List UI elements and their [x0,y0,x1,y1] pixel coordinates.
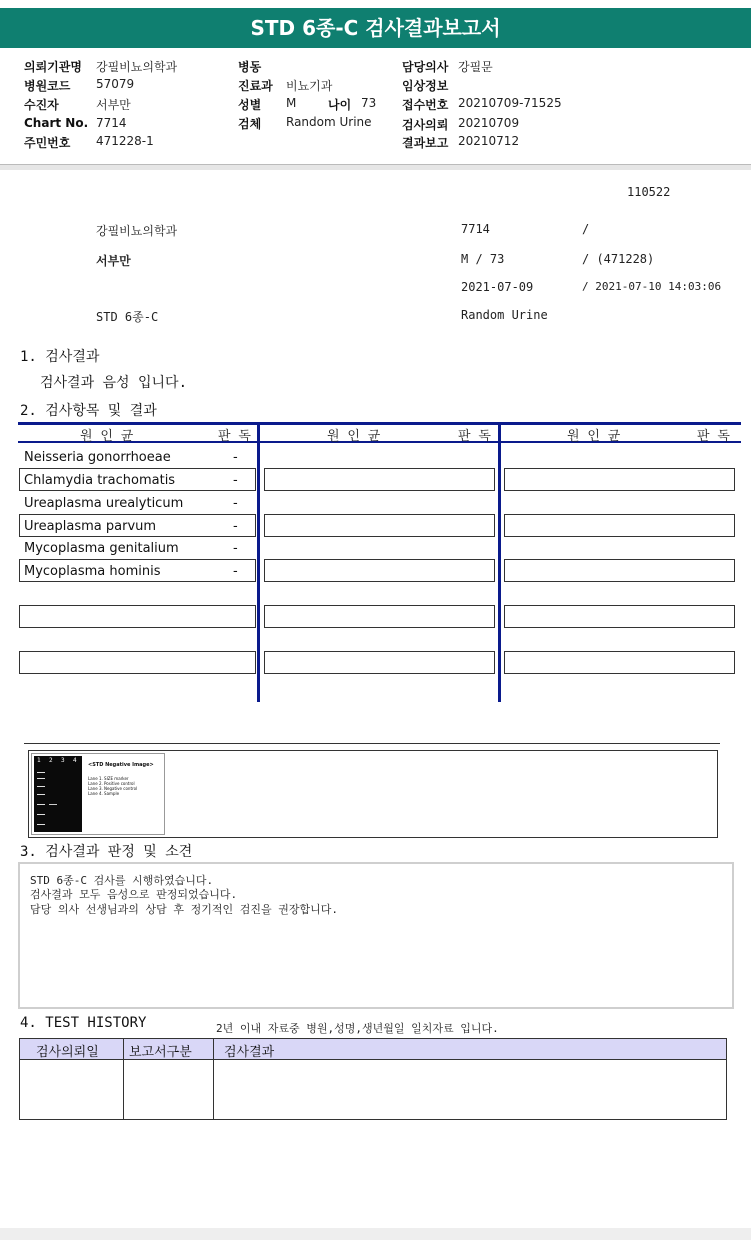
header-label: 주민번호 [24,136,71,150]
table-cell-border [264,605,495,628]
gel-photo [34,756,82,832]
history-col-divider [123,1038,124,1120]
header-label: 담당의사 [402,60,449,74]
opinion-line: STD 6종-C 검사를 시행하였습니다. [30,874,214,887]
gel-top-rule [24,743,720,744]
page-footer [0,1228,751,1240]
table-cell-border [19,605,256,628]
organism-name: Neisseria gonorrhoeae [24,450,171,465]
header-label: 수진자 [24,98,59,112]
organism-name: Mycoplasma genitalium [24,541,179,556]
organism-name: Mycoplasma hominis [24,564,161,579]
history-border [726,1060,727,1120]
report-hospital: 강필비뇨의학과 [96,224,178,238]
header-label: 의뢰기관명 [24,60,82,74]
table-cell-border [19,468,256,491]
history-border [19,1060,20,1120]
report-request-date: 2021-07-09 [461,280,534,294]
col-header-result: 판 독 [458,429,491,444]
section1-summary: 검사결과 음성 입니다. [40,375,188,391]
table-cell-border [264,559,495,582]
section1-title: 1. 검사결과 [20,349,100,365]
col-header-organism: 원 인 균 [80,429,134,444]
organism-result: - [233,450,238,465]
gel-caption [88,776,137,796]
section3-title: 3. 검사결과 판정 및 소견 [20,844,193,860]
section4-note: 2년 이내 자료중 병원,성명,생년월일 일치자료 입니다. [216,1022,499,1035]
organism-name: Ureaplasma urealyticum [24,496,184,511]
table-cell-border [504,468,735,491]
report-sex-age: M / 73 [461,252,505,266]
header-label: 성별 [238,98,262,112]
table-cell-border [264,468,495,491]
report-title: STD 6종-C 검사결과보고서 [0,8,751,48]
lane-number: 3 [61,757,65,764]
opinion-line: 담당 의사 선생님과의 상담 후 정기적인 검진을 권장합니다. [30,903,339,916]
gel-caption-line: Lane 2. Positive control [88,781,135,786]
report-specimen: Random Urine [461,308,548,322]
header-value: 7714 [96,116,127,130]
header-label: Chart No. [24,116,89,130]
organism-name: Chlamydia trachomatis [24,473,176,488]
header-separator [0,164,751,170]
header-value: 20210712 [458,134,520,148]
header-value: 20210709-71525 [458,96,562,110]
report-test-name: STD 6종-C [96,310,159,324]
table-cell-border [19,559,256,582]
col-header-organism: 원 인 균 [327,429,381,444]
table-cell-border [504,514,735,537]
lane-number: 4 [73,757,77,764]
history-border [19,1119,727,1120]
report-birth: / (471228) [582,252,655,266]
header-value: 57079 [96,77,135,91]
table-cell-border [19,651,256,674]
header-value: 서부만 [96,98,131,112]
report-datetime: / 2021-07-10 14:03:06 [582,280,722,293]
lane-number: 2 [49,757,53,764]
organism-result: - [233,496,238,511]
organism-result: - [233,541,238,556]
report-chart-no: 7714 [461,222,490,236]
col-header-result: 판 독 [697,429,730,444]
header-value: 20210709 [458,116,520,130]
table-cell-border [504,559,735,582]
organism-result: - [233,564,238,579]
header-label: 검체 [238,117,262,131]
table-cell-border [264,651,495,674]
col-header-result: 판 독 [218,429,251,444]
header-label: 검사의뢰 [402,118,449,132]
header-value: 강필비뇨의학과 [96,60,178,74]
age-label: 나이 [328,98,352,112]
header-label: 결과보고 [402,136,449,150]
report-code: 110522 [627,185,671,199]
table-cell-border [19,514,256,537]
header-value: 비뇨기과 [286,79,333,93]
header-value: M [286,96,297,110]
header-label: 병원코드 [24,79,71,93]
lane-number: 1 [37,757,41,764]
gel-caption-title: <STD Negative Image> [88,762,154,768]
table-cell-border [504,651,735,674]
table-column-divider [498,422,501,702]
header-label: 병동 [238,60,262,74]
opinion-box [18,862,734,1009]
history-col-request-date: 검사의뢰일 [36,1045,99,1060]
table-cell-border [264,514,495,537]
gel-image [31,753,165,835]
gel-caption-line: Lane 3. Negative control [88,786,138,791]
header-label: 임상정보 [402,79,449,93]
header-label: 접수번호 [402,98,449,112]
age-value: 73 [361,96,377,110]
table-column-divider [257,422,260,702]
report-slash: / [582,222,590,236]
header-value: 강필문 [458,60,493,74]
gel-caption-line: Lane 1. SIZE marker [88,776,129,781]
history-col-result: 검사결과 [224,1045,275,1060]
organism-result: - [233,519,238,534]
gel-caption-line: Lane 4. Sample [88,791,120,796]
header-value: Random Urine [286,115,372,129]
header-value: 471228-1 [96,134,154,148]
table-cell-border [504,605,735,628]
col-header-organism: 원 인 균 [567,429,621,444]
opinion-line: 검사결과 모두 음성으로 판정되었습니다. [30,888,238,901]
history-header-row [19,1038,727,1060]
header-label: 진료과 [238,79,273,93]
organism-result: - [233,473,238,488]
history-col-report-type: 보고서구분 [129,1045,192,1060]
section4-title: 4. TEST HISTORY [20,1015,147,1031]
history-col-divider [213,1038,214,1120]
section2-title: 2. 검사항목 및 결과 [20,403,157,419]
report-patient: 서부만 [96,254,131,268]
organism-name: Ureaplasma parvum [24,519,157,534]
